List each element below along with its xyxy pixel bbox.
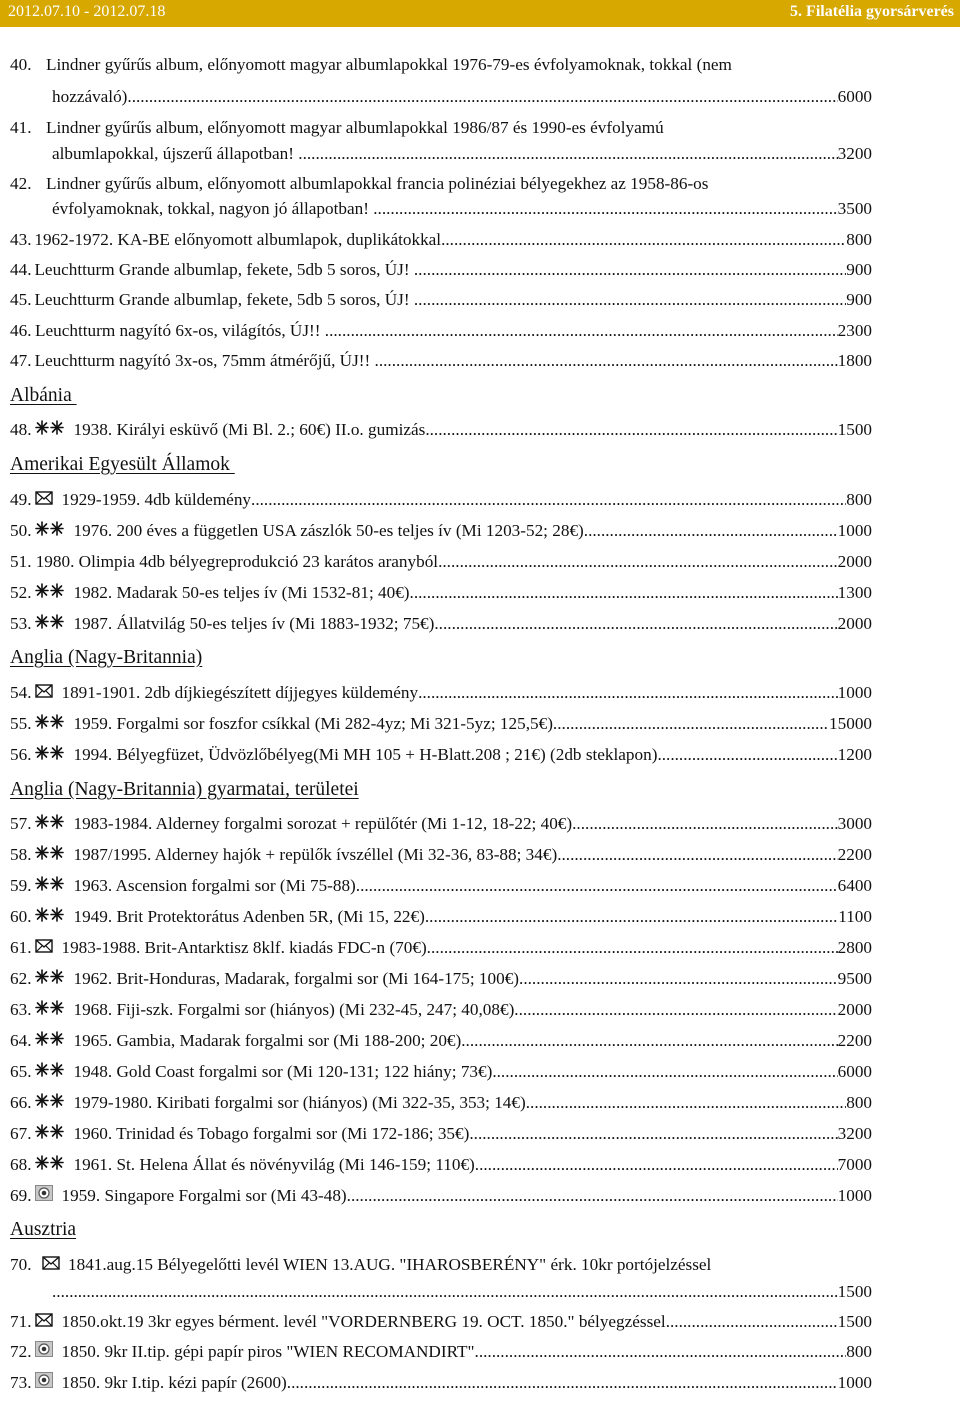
lot-number: 48. [10, 420, 32, 439]
dot-leader [418, 681, 838, 705]
lot-item [10, 172, 872, 196]
lot-number: 40. [10, 55, 32, 74]
envelope-icon [35, 491, 53, 505]
starting-price: 3200 [837, 144, 872, 163]
lot-item [10, 905, 872, 929]
dot-leader [427, 288, 846, 312]
mint-stars-icon [35, 1000, 65, 1015]
mint-stars-icon [35, 583, 65, 598]
dot-leader [65, 1280, 838, 1304]
lot-description: 1965. Gambia, Madarak forgalmi sor (Mi 188-200; 20€) [73, 1031, 462, 1050]
lot-description: 1982. Madarak 50-es teljes ív (Mi 1532-81; 40€) [73, 583, 410, 602]
starting-price: 1000 [837, 521, 872, 540]
lot-description: 1961. St. Helena Állat és növényvilág (Mi 146-159; 110€) [73, 1155, 475, 1174]
lot-description: 1850. 9kr II.tip. gépi papír piros "WIEN RECOMANDIRT" [61, 1342, 475, 1361]
lot-number: 73. [10, 1373, 32, 1392]
dot-leader [410, 581, 838, 605]
lot-number: 66. [10, 1093, 32, 1112]
section-heading: Anglia (Nagy-Britannia) [10, 647, 203, 668]
lot-line-continuation [52, 142, 872, 166]
dot-leader [347, 1184, 838, 1208]
lot-item [10, 418, 872, 442]
dot-leader [514, 998, 837, 1022]
lot-description: 1968. Fiji-szk. Forgalmi sor (hiányos) (Mi 232-45, 247; 40,08€) [73, 1000, 515, 1019]
lot-item [10, 258, 872, 282]
starting-price: 2200 [837, 845, 872, 864]
lot-number: 71. [10, 1312, 32, 1331]
lot-description: 1962-1972. KA-BE előnyomott albumlapok, duplikátokkal [34, 230, 442, 249]
starting-price: 2000 [837, 552, 872, 571]
lot-item [10, 1029, 872, 1053]
starting-price: 1000 [837, 683, 872, 702]
mint-stars-icon [35, 814, 65, 829]
lot-number: 54. [10, 683, 32, 702]
lot-description: 1850. 9kr I.tip. kézi papír (2600) [61, 1373, 287, 1392]
envelope-icon [35, 1313, 53, 1327]
lot-item [10, 936, 872, 960]
starting-price: 2200 [837, 1031, 872, 1050]
lot-description: 1980. Olimpia 4db bélyegreprodukció 23 karátos aranyból [35, 552, 439, 571]
dot-leader [657, 743, 837, 767]
dot-leader [427, 936, 838, 960]
mint-stars-icon [35, 521, 65, 536]
lot-item [10, 1153, 872, 1177]
lot-item [10, 843, 872, 867]
lot-description: 1979-1980. Kiribati forgalmi sor (hiányos) (Mi 322-35, 353; 14€) [73, 1093, 526, 1112]
dot-leader [475, 1340, 847, 1364]
mint-stars-icon [35, 1155, 65, 1170]
lot-number: 41. [10, 118, 32, 137]
lot-item [10, 812, 872, 836]
starting-price: 1000 [837, 1186, 872, 1205]
lot-number: 42. [10, 174, 32, 193]
starting-price: 2800 [837, 938, 872, 957]
lot-item [10, 743, 872, 767]
lot-description: 1929-1959. 4db küldemény [61, 490, 252, 509]
dot-leader [475, 1153, 838, 1177]
lot-item [10, 288, 872, 312]
lot-number: 45. [10, 290, 32, 309]
lot-line-continuation [52, 85, 872, 109]
dot-leader [425, 418, 837, 442]
lot-description: 1963. Ascension forgalmi sor (Mi 75-88) [73, 876, 356, 895]
lot-number: 56. [10, 745, 32, 764]
lot-number: 57. [10, 814, 32, 833]
dot-leader [557, 843, 837, 867]
dot-leader [338, 319, 838, 343]
lot-number: 70. [10, 1255, 32, 1274]
dot-leader [356, 874, 838, 898]
lot-description: évfolyamoknak, tokkal, nagyon jó állapotban! ... [52, 199, 387, 218]
lot-number: 72. [10, 1342, 32, 1361]
lot-item [10, 874, 872, 898]
lot-description: albumlapokkal, újszerű állapotban! ... [52, 144, 312, 163]
starting-price: 800 [846, 490, 872, 509]
starting-price: 1500 [837, 1312, 872, 1331]
dot-leader [519, 967, 838, 991]
lot-number: 46. [10, 321, 32, 340]
page-header [0, 0, 960, 27]
lot-description: Lindner gyűrűs album, előnyomott magyar albumlapokkal 1986/87 és 1990-es évfolyamú [46, 118, 664, 137]
lot-number: 53. [10, 614, 32, 633]
lot-item [10, 681, 872, 705]
lot-description: 1948. Gold Coast forgalmi sor (Mi 120-131; 122 hiány; 73€) [73, 1062, 493, 1081]
dot-leader [425, 905, 838, 929]
lot-description: Leuchtturm Grande albumlap, fekete, 5db 5 soros, ÚJ! ... [34, 290, 427, 309]
lot-description: 1987/1995. Alderney hajók + repülők ívszéllel (Mi 32-36, 83-88; 34€) [73, 845, 558, 864]
mint-stars-icon [35, 420, 65, 435]
envelope-icon [35, 684, 53, 698]
starting-price: 6000 [837, 1062, 872, 1081]
starting-price: 9500 [837, 969, 872, 988]
lot-item [10, 116, 872, 140]
mint-stars-icon [35, 876, 65, 891]
dot-leader [251, 488, 846, 512]
starting-price: 900 [846, 290, 872, 309]
dot-leader [584, 519, 838, 543]
dot-leader [572, 812, 838, 836]
lot-description: 1976. 200 éves a független USA zászlók 50-es teljes ív (Mi 1203-52; 28€) [73, 521, 584, 540]
postmark-icon [35, 1341, 53, 1357]
lot-description: 1983-1984. Alderney forgalmi sorozat + repülőtér (Mi 1-12, 18-22; 40€) [73, 814, 573, 833]
starting-price: 1300 [837, 583, 872, 602]
dot-leader [666, 1310, 838, 1334]
lot-description: 1891-1901. 2db díjkiegészített díjjegyes küldemény [61, 683, 419, 702]
lot-description: Leuchtturm nagyító 3x-os, 75mm átmérőjű, ÚJ!! ... [34, 351, 388, 370]
lot-description: 1938. Királyi esküvő (Mi Bl. 2.; 60€) II.o. gumizás [73, 420, 426, 439]
dot-leader [461, 1029, 837, 1053]
dot-leader [427, 258, 846, 282]
lot-description: Lindner gyűrűs album, előnyomott magyar albumlapokkal 1976-79-es évfolyamoknak, tokkal (nem [46, 55, 732, 74]
lot-description: 1850.okt.19 3kr egyes bérment. levél "VORDERNBERG 19. OCT. 1850." bélyegzéssel [61, 1312, 666, 1331]
mint-stars-icon [35, 907, 65, 922]
section-heading: Amerikai Egyesült Államok [10, 454, 235, 475]
lot-description: Lindner gyűrűs album, előnyomott albumlapokkal francia polinéziai bélyegekhez az 1958-86-os [46, 174, 709, 193]
mint-stars-icon [35, 1093, 65, 1108]
lot-number: 59. [10, 876, 32, 895]
envelope-icon [42, 1256, 60, 1270]
lot-description: Leuchtturm nagyító 6x-os, világítós, ÚJ!! ... [35, 321, 338, 340]
lot-number: 64. [10, 1031, 32, 1050]
lot-number: 68. [10, 1155, 32, 1174]
lot-item [10, 1340, 872, 1364]
lot-item [10, 1253, 872, 1277]
lot-number: 44. [10, 260, 32, 279]
mint-stars-icon [35, 745, 65, 760]
lot-line-continuation [52, 197, 872, 221]
postmark-icon [35, 1372, 53, 1388]
starting-price: 3500 [837, 199, 872, 218]
lot-item [10, 1122, 872, 1146]
date-range: 2012.07.10 - 2012.07.18 [8, 3, 166, 20]
lot-description: 1962. Brit-Honduras, Madarak, forgalmi sor (Mi 164-175; 100€) [73, 969, 520, 988]
lot-description: 1987. Állatvilág 50-es teljes ív (Mi 1883-1932; 75€) [73, 614, 435, 633]
lot-number: 69. [10, 1186, 32, 1205]
lot-item [10, 1184, 872, 1208]
dot-leader [469, 1122, 837, 1146]
postmark-icon [35, 1185, 53, 1201]
dot-leader [386, 197, 838, 221]
starting-price: 2000 [837, 1000, 872, 1019]
mint-stars-icon [35, 969, 65, 984]
lot-number: 43. [10, 230, 32, 249]
lot-item [10, 998, 872, 1022]
lot-item [10, 550, 872, 574]
dot-leader [387, 349, 837, 373]
lot-item [10, 1060, 872, 1084]
lot-number: 47. [10, 351, 32, 370]
page-title: 5. Filatélia gyorsárverés [790, 3, 954, 20]
starting-price: 3200 [837, 1124, 872, 1143]
dot-leader [441, 228, 846, 252]
lot-item [10, 319, 872, 343]
lot-description: ... [52, 1282, 65, 1301]
section-heading: Ausztria [10, 1219, 77, 1240]
lot-number: 58. [10, 845, 32, 864]
starting-price: 1500 [837, 420, 872, 439]
starting-price: 1800 [837, 351, 872, 370]
lot-number: 49. [10, 490, 32, 509]
lot-item [10, 1091, 872, 1115]
lot-number: 60. [10, 907, 32, 926]
lot-description: 1983-1988. Brit-Antarktisz 8klf. kiadás FDC-n (70€) [61, 938, 427, 957]
lot-description: Leuchtturm Grande albumlap, fekete, 5db 5 soros, ÚJ! ... [34, 260, 427, 279]
starting-price: 3000 [837, 814, 872, 833]
starting-price: 800 [846, 1342, 872, 1361]
lot-item [10, 53, 872, 77]
starting-price: 800 [846, 230, 872, 249]
lot-item [10, 1310, 872, 1334]
dot-leader [526, 1091, 847, 1115]
lot-item [10, 612, 872, 636]
starting-price: 2300 [837, 321, 872, 340]
lot-number: 62. [10, 969, 32, 988]
lot-line-continuation [52, 1280, 872, 1304]
dot-leader [434, 612, 837, 636]
starting-price: 800 [846, 1093, 872, 1112]
mint-stars-icon [35, 714, 65, 729]
lot-number: 63. [10, 1000, 32, 1019]
mint-stars-icon [35, 845, 65, 860]
lot-number: 67. [10, 1124, 32, 1143]
mint-stars-icon [35, 1124, 65, 1139]
starting-price: 15000 [829, 714, 872, 733]
section-heading: Anglia (Nagy-Britannia) gyarmatai, területei [10, 779, 359, 800]
mint-stars-icon [35, 1062, 65, 1077]
lot-item [10, 581, 872, 605]
starting-price: 7000 [837, 1155, 872, 1174]
starting-price: 6000 [837, 87, 872, 106]
lot-description: 1949. Brit Protektorátus Adenben 5R, (Mi 15, 22€) [73, 907, 425, 926]
lot-number: 65. [10, 1062, 32, 1081]
dot-leader [438, 550, 838, 574]
lot-item [10, 519, 872, 543]
lot-description: 1959. Forgalmi sor foszfor csíkkal (Mi 282-4yz; Mi 321-5yz; 125,5€) [73, 714, 553, 733]
lot-description: hozzávaló) [52, 87, 128, 106]
lot-item [10, 349, 872, 373]
envelope-icon [35, 939, 53, 953]
lot-item [10, 712, 872, 736]
starting-price: 1000 [837, 1373, 872, 1392]
starting-price: 1500 [837, 1282, 872, 1301]
lot-description: 1994. Bélyegfüzet, Üdvözlőbélyeg(Mi MH 105 + H-Blatt.208 ; 21€) (2db steklapon) [73, 745, 658, 764]
dot-leader [287, 1371, 838, 1395]
mint-stars-icon [35, 1031, 65, 1046]
lot-description: 1960. Trinidad és Tobago forgalmi sor (Mi 172-186; 35€) [73, 1124, 470, 1143]
lot-number: 51. [10, 552, 32, 571]
lot-item [10, 488, 872, 512]
starting-price: 900 [846, 260, 872, 279]
lot-number: 61. [10, 938, 32, 957]
dot-leader [492, 1060, 837, 1084]
section-heading: Albánia [10, 385, 77, 406]
starting-price: 2000 [837, 614, 872, 633]
lot-number: 55. [10, 714, 32, 733]
lot-description: 1841.aug.15 Bélyegelőtti levél WIEN 13.AUG. "IHAROSBERÉNY" érk. 10kr portójelzéssel [68, 1255, 712, 1274]
mint-stars-icon [35, 614, 65, 629]
starting-price: 6400 [837, 876, 872, 895]
starting-price: 1200 [837, 745, 872, 764]
lot-item [10, 228, 872, 252]
starting-price: 1100 [838, 907, 872, 926]
lot-item [10, 1371, 872, 1395]
lot-number: 50. [10, 521, 32, 540]
lot-item [10, 967, 872, 991]
dot-leader [311, 142, 837, 166]
lot-number: 52. [10, 583, 32, 602]
dot-leader [553, 712, 829, 736]
dot-leader [127, 85, 837, 109]
lot-description: 1959. Singapore Forgalmi sor (Mi 43-48) [61, 1186, 347, 1205]
